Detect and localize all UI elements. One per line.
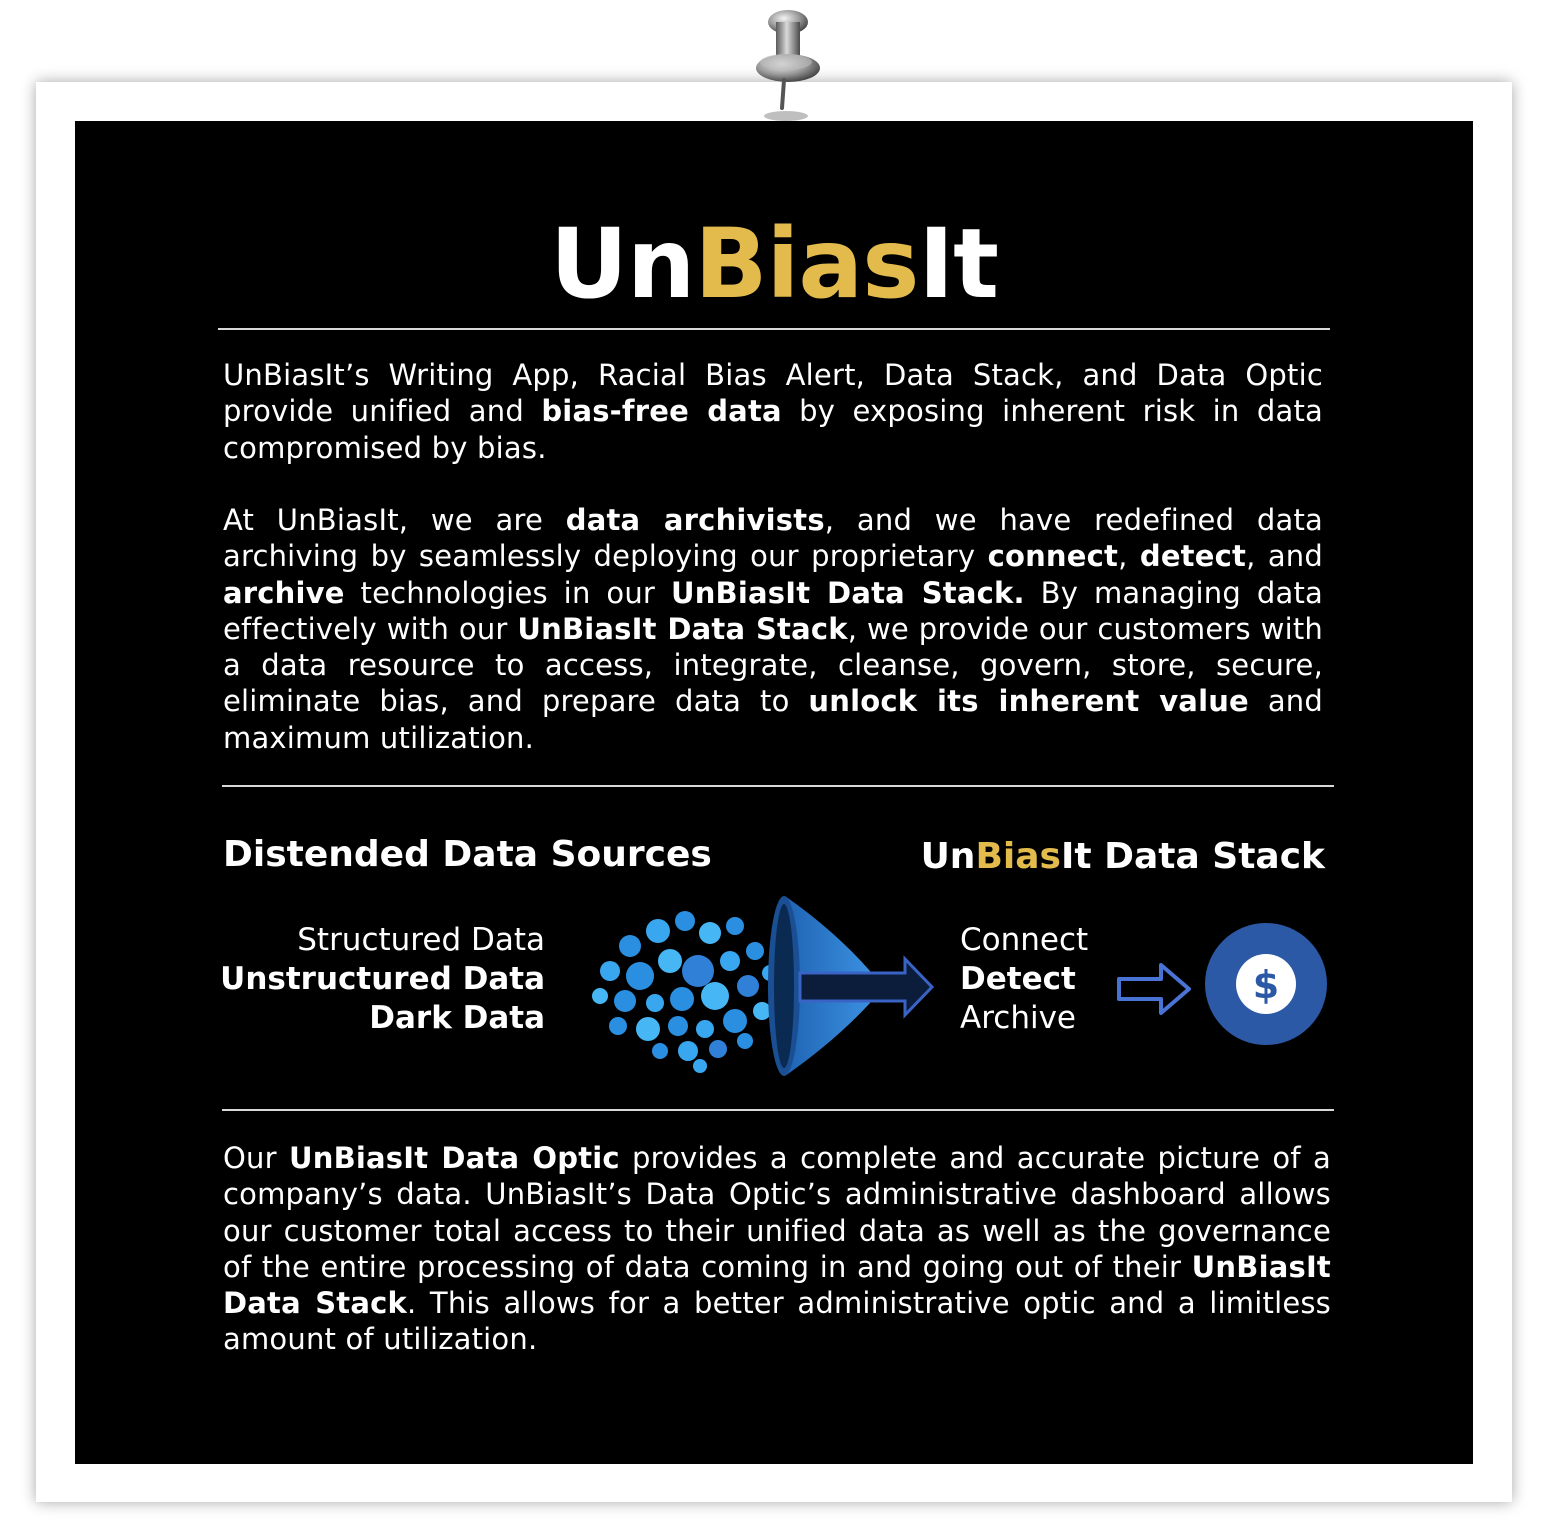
dollar-coin-icon <box>1203 921 1329 1047</box>
heading-part-un: Un <box>920 836 976 877</box>
funnel-icon <box>570 891 940 1081</box>
text-run: . This allows for a better administrative optic and a limitless amount of utilization. <box>223 1286 1331 1357</box>
brand-part-un: Un <box>550 208 695 320</box>
text-run: Our <box>223 1141 289 1175</box>
data-sources-list <box>215 921 545 1038</box>
bold-phrase: UnBiasIt Data Stack <box>517 611 848 646</box>
bold-phrase: archive <box>223 575 345 610</box>
text-run: technologies in our <box>344 575 671 610</box>
poster-panel <box>75 121 1473 1464</box>
action-detect: Detect <box>960 961 1076 997</box>
text-run: , and we have redefined data archiving by seamlessly deploying our proprietary <box>223 503 1324 574</box>
bold-phrase: UnBiasIt Data Optic <box>288 1141 620 1175</box>
intro-paragraph-2 <box>223 502 1323 756</box>
arrow-right-icon <box>1115 959 1195 1019</box>
bold-phrase: UnBiasIt Data Stack <box>223 1249 1331 1321</box>
bold-phrase: connect <box>987 539 1119 574</box>
divider-top <box>218 328 1330 330</box>
pushpin-icon <box>748 4 828 122</box>
heading-part-rest: It Data Stack <box>1060 836 1325 877</box>
brand-logo <box>75 209 1473 319</box>
data-bubbles-icon <box>592 911 778 1073</box>
action-connect: Connect <box>960 922 1089 958</box>
bold-phrase: data archivists <box>565 503 825 537</box>
action-archive: Archive <box>960 1000 1076 1036</box>
text-run: , and <box>1246 539 1323 574</box>
stack-actions-list <box>960 921 1140 1038</box>
text-run: provides a complete and accurate picture of a company’s data. UnBiasIt’s Data Optic’s administrative dashboard allows our customer total access to their unified data as well as the governance of the entire processing of data coming in and going out of their <box>223 1141 1331 1284</box>
source-dark: Dark Data <box>369 1000 545 1036</box>
bold-phrase: UnBiasIt Data Stack. <box>670 575 1025 610</box>
heading-part-bias: Bias <box>975 836 1061 877</box>
text-run: By managing data effectively with our <box>223 575 1323 646</box>
intro-paragraph-1 <box>223 357 1323 466</box>
data-stack-heading <box>921 835 1325 879</box>
coin-symbol: $ <box>1252 963 1280 1007</box>
text-run: , we provide our customers with a data resource to access, integrate, cleanse, govern, store, secure, eliminate bias, and prepare data to <box>223 611 1323 719</box>
divider-bottom <box>222 1109 1334 1111</box>
text-run: , <box>1118 539 1140 574</box>
sources-heading: Distended Data Sources <box>223 834 712 875</box>
bold-phrase: bias-free data <box>541 394 782 429</box>
text-run: and maximum utilization. <box>223 684 1323 755</box>
brand-part-bias: Bias <box>694 208 919 320</box>
text-run: At UnBiasIt, we are <box>223 503 566 537</box>
source-unstructured: Unstructured Data <box>220 961 545 997</box>
text-run: by exposing inherent risk in data compromised by bias. <box>223 394 1323 465</box>
text-run: UnBiasIt’s Writing App, Racial Bias Alert, Data Stack, and Data Optic provide unified and <box>223 358 1323 429</box>
source-structured: Structured Data <box>297 922 545 958</box>
divider-middle <box>222 785 1334 787</box>
optic-paragraph <box>223 1140 1331 1358</box>
bold-phrase: detect <box>1139 539 1247 574</box>
brand-part-it: It <box>918 208 998 320</box>
bold-phrase: unlock its inherent value <box>808 684 1249 719</box>
